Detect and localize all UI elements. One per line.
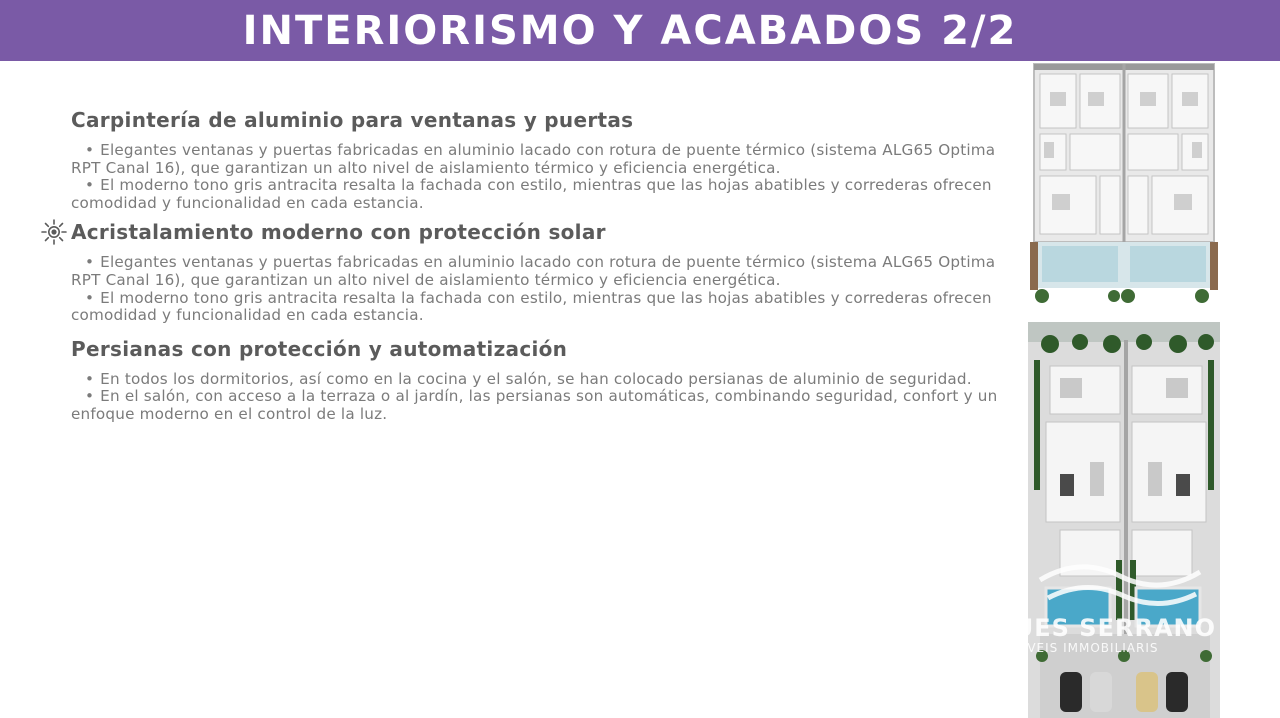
bullet-text: El moderno tono gris antracita resalta la fachada con estilo, mientras que las hojas abatibles y correderas ofrecen comodidad y funcionalidad en cada estancia. [71, 288, 992, 325]
sun-icon [40, 218, 68, 246]
watermark-subtitle: SERVEIS IMMOBILIARIS [1001, 641, 1159, 655]
upper-floor-plan [1030, 64, 1218, 303]
section-body [71, 142, 1006, 212]
bullet-glyph: • [85, 176, 95, 195]
bullet-text: En todos los dormitorios, así como en la cocina y el salón, se han colocado persianas de aluminio de seguridad. [100, 369, 972, 388]
page-title: INTERIORISMO Y ACABADOS 2/2 [242, 7, 1018, 54]
bullet-item [71, 254, 1006, 289]
watermark-name: FINQUES SERRANO [943, 614, 1217, 642]
section-body [71, 254, 1006, 324]
watermark [930, 615, 1230, 655]
section-heading: Persianas con protección y automatización [71, 336, 568, 361]
ground-floor-plan [1028, 322, 1220, 718]
section-carpinteria [71, 107, 1006, 212]
section-acristalamiento [71, 219, 1006, 324]
bullet-text: En el salón, con acceso a la terraza o al jardín, las persianas son automáticas, combinando seguridad, confort y un enfoque moderno en el control de la luz. [71, 387, 998, 423]
bullet-glyph: • [85, 387, 95, 406]
bullet-text: Elegantes ventanas y puertas fabricadas en aluminio lacado con rotura de puente térmico (sistema ALG65 Optima RPT Canal 16), que garantizan un alto nivel de aislamiento térmico y eficiencia energética. [71, 141, 996, 177]
section-heading: Acristalamiento moderno con protección solar [71, 220, 606, 245]
bullet-item [71, 142, 1006, 177]
bullet-item [71, 371, 1006, 389]
section-persianas [71, 336, 1006, 424]
bullet-glyph: • [85, 253, 95, 272]
bullet-item [71, 388, 1006, 423]
bullet-text: El moderno tono gris antracita resalta la fachada con estilo, mientras que las hojas abatibles y correderas ofrecen comodidad y funcionalidad en cada estancia. [71, 176, 992, 212]
bullet-glyph: • [85, 369, 95, 388]
bullet-glyph: • [85, 288, 95, 307]
bullet-item [71, 177, 1006, 212]
bullet-text: Elegantes ventanas y puertas fabricadas en aluminio lacado con rotura de puente térmico (sistema ALG65 Optima RPT Canal 16), que garantizan un alto nivel de aislamiento térmico y eficiencia energética. [71, 253, 996, 289]
bullet-item [71, 290, 1006, 325]
section-heading: Carpintería de aluminio para ventanas y puertas [71, 108, 634, 132]
title-bar [0, 0, 1280, 61]
content-area [71, 100, 1006, 424]
bullet-glyph: • [85, 141, 95, 159]
section-body [71, 371, 1006, 424]
